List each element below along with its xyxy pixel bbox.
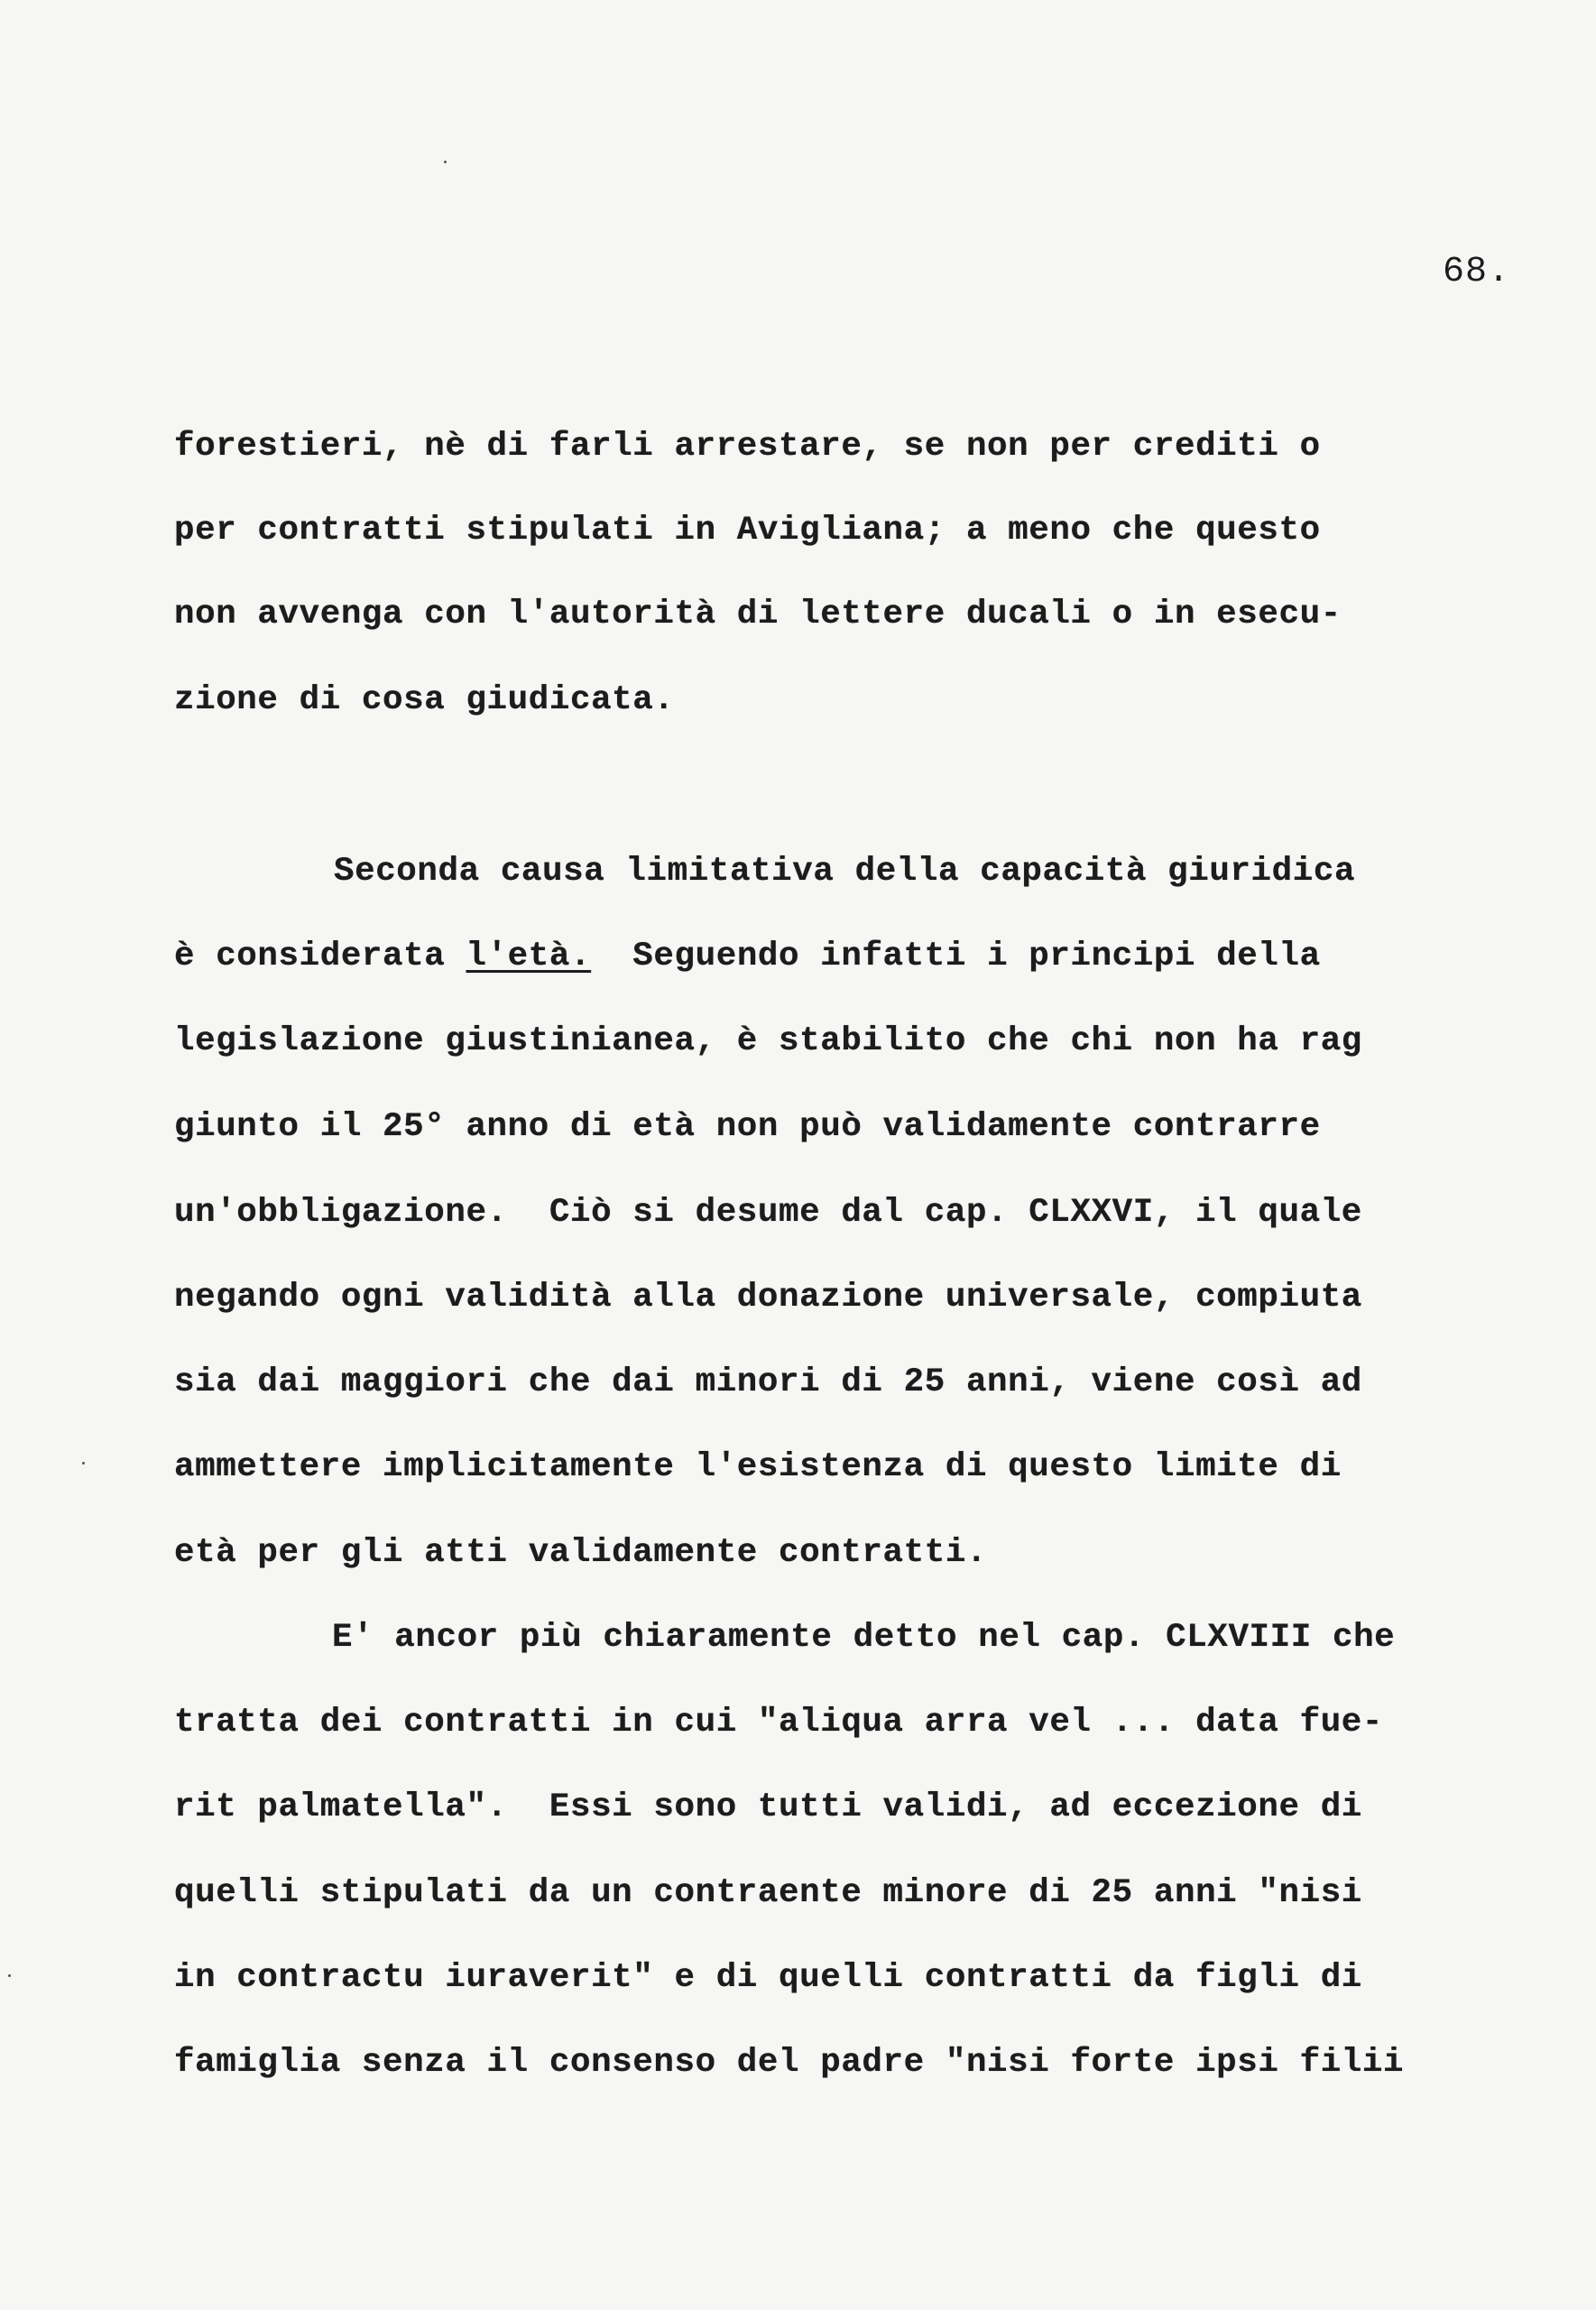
text-line-with-underline (174, 937, 1321, 976)
text-line: famiglia senza il consenso del padre "nisi forte ipsi filii (174, 2044, 1405, 2082)
text-line: quelli stipulati da un contraente minore di 25 anni "nisi (174, 1874, 1362, 1912)
text-line: un'obbligazione. Ciò si desume dal cap. CLXXVI, il quale (174, 1194, 1362, 1232)
text-line: rit palmatella". Essi sono tutti validi, ad eccezione di (174, 1788, 1362, 1826)
text-line: E' ancor più chiaramente detto nel cap. CLXVIII che (332, 1619, 1396, 1657)
scan-speck (82, 1462, 85, 1465)
text-line: età per gli atti validamente contratti. (174, 1534, 988, 1572)
text-line: legislazione giustinianea, è stabilito che chi non ha rag (174, 1022, 1362, 1060)
text-line: ammettere implicitamente l'esistenza di questo limite di (174, 1448, 1342, 1486)
text-line: per contratti stipulati in Avigliana; a meno che questo (174, 512, 1321, 550)
text-line: forestieri, nè di farli arrestare, se non per crediti o (174, 428, 1321, 466)
text-segment: Seguendo infatti i principi della (591, 938, 1321, 975)
text-segment: è considerata (174, 938, 446, 975)
text-line: Seconda causa limitativa della capacità giuridica (334, 853, 1356, 891)
page-number: 68. (1442, 252, 1510, 292)
text-line: non avvenga con l'autorità di lettere ducali o in esecu- (174, 596, 1342, 633)
text-line: negando ogni validità alla donazione universale, compiuta (174, 1279, 1362, 1317)
text-line: giunto il 25° anno di età non può validamente contrarre (174, 1108, 1321, 1146)
text-line: sia dai maggiori che dai minori di 25 anni, viene così ad (174, 1363, 1362, 1401)
scan-speck (444, 161, 447, 163)
underlined-term: l'età. (466, 938, 592, 975)
text-line: zione di cosa giudicata. (174, 681, 675, 719)
scan-speck (8, 1974, 11, 1977)
text-line: tratta dei contratti in cui "aliqua arra vel ... data fue- (174, 1704, 1384, 1742)
text-line: in contractu iuraverit" e di quelli contratti da figli di (174, 1959, 1362, 1997)
